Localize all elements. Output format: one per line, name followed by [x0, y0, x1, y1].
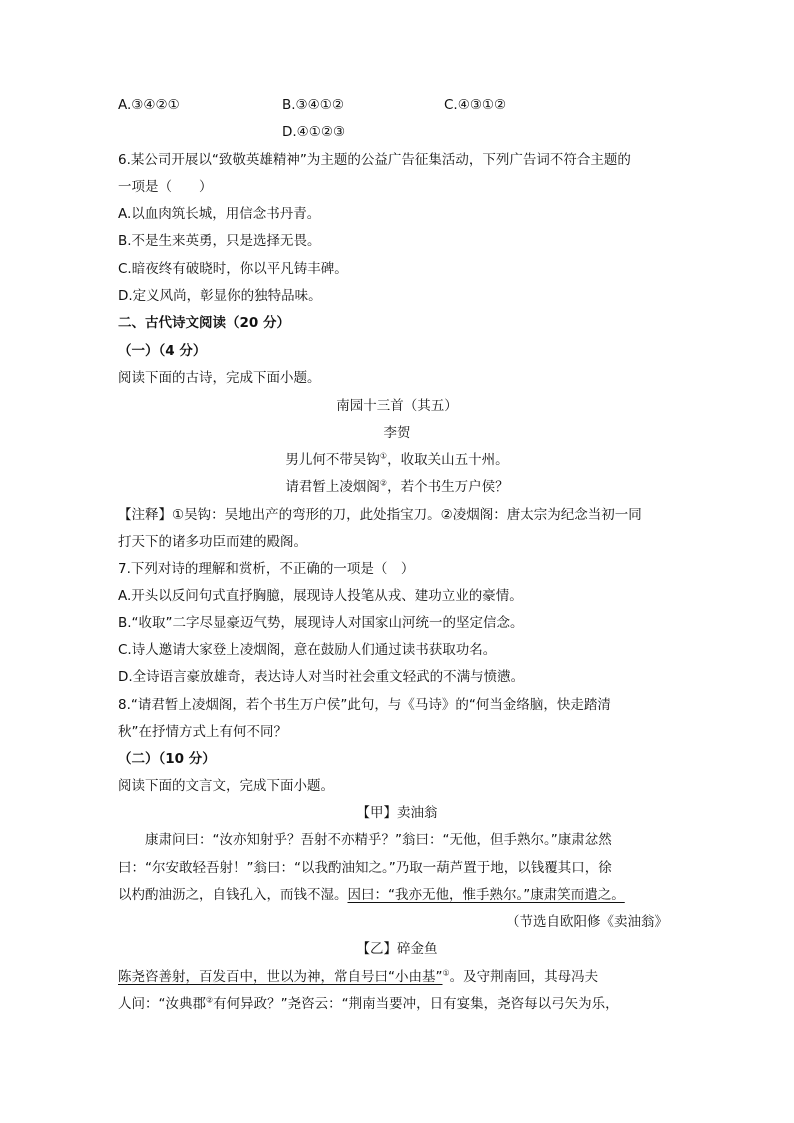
- footnote-marker: ②: [206, 995, 214, 1005]
- q5-option-c: C.④③①②: [444, 97, 507, 113]
- part1-heading: （一）（4 分）: [118, 343, 207, 359]
- footnote-marker: ①: [442, 968, 450, 978]
- text-yi-line1: [118, 967, 598, 987]
- section2-heading: 二、古代诗文阅读（20 分）: [118, 315, 290, 331]
- q6-option-c: C.暗夜终有破晓时，你以平凡铸丰碑。: [118, 261, 348, 277]
- q7-option-b: B.“收取”二字尽显豪迈气势，展现诗人对国家山河统一的坚定信念。: [118, 615, 524, 631]
- q7-stem: 7.下列对诗的理解和赏析，不正确的一项是（ ）: [118, 561, 415, 577]
- poem-author: 李贺: [383, 425, 411, 441]
- q8-stem-line2: 秋”在抒情方式上有何不同？: [118, 724, 287, 740]
- poem-note-line2: 打天下的诸多功臣而建的殿阁。: [118, 534, 307, 550]
- poem-line-1: [0, 450, 794, 470]
- q6-stem-line1: 6.某公司开展以“致敬英雄精神”为主题的公益广告征集活动，下列广告词不符合主题的: [118, 152, 631, 168]
- q6-option-b: B.不是生来英勇，只是选择无畏。: [118, 233, 321, 249]
- part2-instruction: 阅读下面的文言文，完成下面小题。: [118, 778, 334, 794]
- q6-option-a: A.以血肉筑长城，用信念书丹青。: [118, 206, 321, 222]
- text-jia-line1: 康肃问曰：“汝亦知射乎？吾射不亦精乎？”翁曰：“无他，但手熟尔。”康肃忿然: [118, 832, 612, 848]
- text-jia-line2: 曰：“尔安敢轻吾射！”翁曰：“以我酌油知之。”乃取一葫芦置于地，以钱覆其口，徐: [118, 860, 612, 876]
- text-jia-line3-plain: 以杓酌油沥之，自钱孔入，而钱不湿。: [118, 887, 348, 903]
- q7-option-c: C.诗人邀请大家登上凌烟阁，意在鼓励人们通过读书获取功名。: [118, 642, 497, 658]
- footnote-marker: ②: [379, 478, 388, 488]
- text-yi-line1-rest: 。及守荆南回，其母冯夫: [449, 969, 599, 985]
- part1-instruction: 阅读下面的古诗，完成下面小题。: [118, 370, 321, 386]
- text-yi-line2-part-a: 人问：“汝典郡: [118, 996, 206, 1012]
- q7-option-a: A.开头以反问句式直抒胸臆，展现诗人投笔从戎、建功立业的豪情。: [118, 588, 523, 604]
- poem-line-2-part-b: ，若个书生万户侯？: [387, 479, 509, 495]
- part2-heading: （二）（10 分）: [118, 751, 216, 767]
- poem-line-2: [0, 477, 794, 497]
- q5-option-b: B.③④①②: [282, 97, 344, 113]
- text-yi-title: 【乙】碎金鱼: [356, 941, 438, 957]
- poem-note-line1: 【注释】①吴钩：吴地出产的弯形的刀，此处指宝刀。②凌烟阁：唐太宗为纪念当初一同: [118, 507, 642, 523]
- text-jia-source: （节选自欧阳修《卖油翁》: [506, 914, 668, 930]
- text-yi-line2: [118, 994, 619, 1014]
- q5-option-a: A.③④②①: [118, 97, 180, 113]
- q8-stem-line1: 8.“请君暂上凌烟阁，若个书生万户侯”此句，与《马诗》的“何当金络脑，快走踏清: [118, 697, 611, 713]
- poem-line-2-part-a: 请君暂上凌烟阁: [285, 479, 380, 495]
- footnote-marker: ①: [379, 451, 388, 461]
- q7-option-d: D.全诗语言豪放雄奇，表达诗人对当时社会重文轻武的不满与愤懑。: [118, 669, 525, 685]
- text-jia-line3: [118, 885, 625, 905]
- text-yi-line2-part-b: 有何异政？”尧咨云：“荆南当要冲，日有宴集，尧咨每以弓矢为乐，: [213, 996, 619, 1012]
- poem-line-1-part-b: ，收取关山五十州。: [387, 452, 509, 468]
- text-jia-underlined-sentence: 因曰：“我亦无他，惟手熟尔。”康肃笑而遣之。: [347, 887, 625, 903]
- q5-option-d: D.④①②③: [282, 124, 346, 140]
- q6-option-d: D.定义风尚，彰显你的独特品味。: [118, 288, 322, 304]
- text-jia-title: 【甲】卖油翁: [356, 805, 438, 821]
- text-yi-underlined-sentence: 陈尧咨善射，百发百中，世以为神，常自号曰“小由基”: [118, 969, 443, 985]
- q6-stem-line2: 一项是（ ）: [118, 179, 213, 195]
- poem-line-1-part-a: 男儿何不带吴钩: [285, 452, 380, 468]
- poem-title: 南园十三首（其五）: [336, 398, 458, 414]
